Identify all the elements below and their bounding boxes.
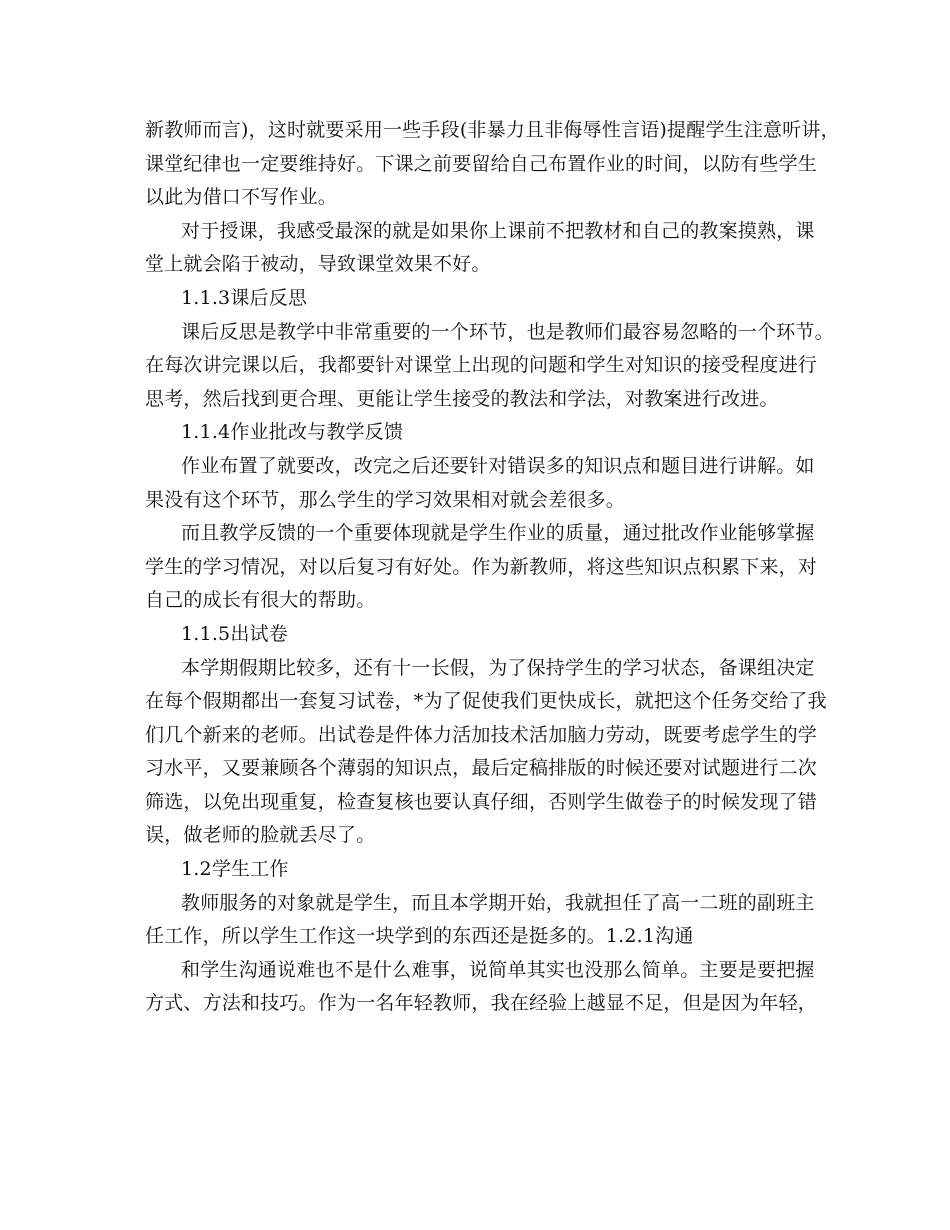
section-heading: 1.1.4作业批改与教学反馈	[181, 421, 404, 444]
text-line: 在每次讲完课以后，我都要针对课堂上出现的问题和学生对知识的接受程度进行	[145, 354, 818, 377]
text-line: 思考，然后找到更合理、更能让学生接受的教法和学法，对教案进行改进。	[145, 387, 779, 410]
text-line: 对于授课，我感受最深的就是如果你上课前不把教材和自己的教案摸熟，课	[181, 219, 815, 242]
text-line: 学生的学习情况，对以后复习有好处。作为新教师，将这些知识点积累下来，对	[145, 555, 818, 578]
section-heading: 1.1.5出试卷	[181, 622, 288, 645]
section-heading: 1.1.3课后反思	[181, 286, 308, 309]
text-line: 果没有这个环节，那么学生的学习效果相对就会差很多。	[145, 488, 626, 511]
text-line: 堂上就会陷于被动，导致课堂效果不好。	[145, 253, 491, 276]
text-line: 方式、方法和技巧。作为一名年轻教师，我在经验上越显不足，但是因为年轻，	[145, 992, 818, 1015]
text-line: 筛选，以免出现重复，检查复核也要认真仔细，否则学生做卷子的时候发现了错	[145, 790, 818, 813]
text-line: 课堂纪律也一定要维持好。下课之前要留给自己布置作业的时间，以防有些学生	[145, 152, 818, 175]
text-line: 任工作，所以学生工作这一块学到的东西还是挺多的。1.2.1沟通	[145, 925, 694, 948]
text-line: 习水平，又要兼顾各个薄弱的知识点，最后定稿排版的时候还要对试题进行二次	[145, 757, 818, 780]
body-text	[145, 114, 840, 1021]
text-line: 们几个新来的老师。出试卷是件体力活加技术活加脑力劳动，既要考虑学生的学	[145, 723, 818, 746]
text-line: 以此为借口不写作业。	[145, 186, 338, 209]
text-line: 和学生沟通说难也不是什么难事，说简单其实也没那么简单。主要是要把握	[181, 958, 815, 981]
section-heading: 1.2学生工作	[181, 858, 289, 881]
text-line: 误，做老师的脸就丢尽了。	[145, 824, 376, 847]
text-line: 本学期假期比较多，还有十一长假，为了保持学生的学习状态，备课组决定	[181, 656, 815, 679]
text-line: 在每个假期都出一套复习试卷，*为了促使我们更快成长，就把这个任务交给了我	[145, 690, 827, 713]
text-line: 教师服务的对象就是学生，而且本学期开始，我就担任了高一二班的副班主	[181, 891, 815, 914]
text-line: 而且教学反馈的一个重要体现就是学生作业的质量，通过批改作业能够掌握	[181, 522, 815, 545]
text-line: 自己的成长有很大的帮助。	[145, 589, 376, 612]
text-line: 作业布置了就要改，改完之后还要针对错误多的知识点和题目进行讲解。如	[181, 454, 815, 477]
text-line: 课后反思是教学中非常重要的一个环节，也是教师们最容易忽略的一个环节。	[181, 320, 834, 343]
text-line: 新教师而言)，这时就要采用一些手段(非暴力且非侮辱性言语)提醒学生注意听讲，	[145, 119, 840, 141]
